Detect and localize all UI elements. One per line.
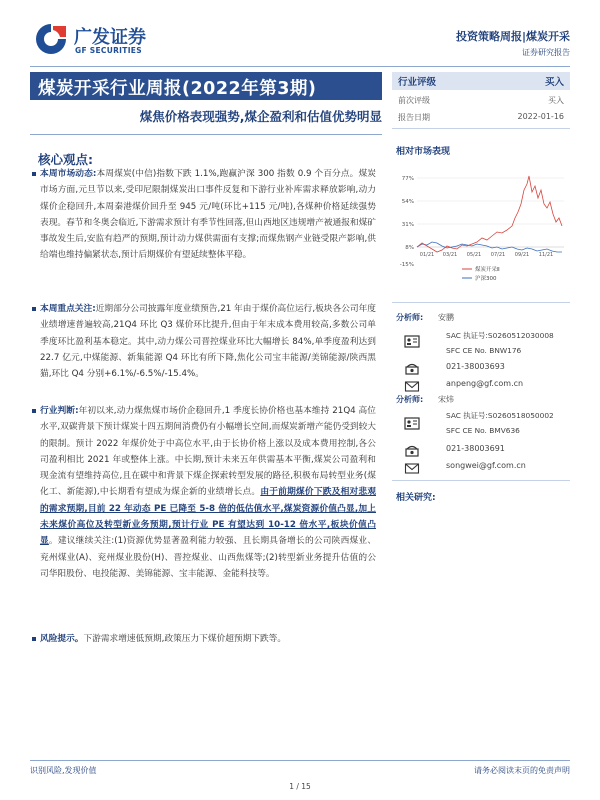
x-tick: 03/21: [442, 252, 458, 258]
bullet-text-tail: 。建议继续关注:(1)资源优势显著盈利能力较强、且长期具备增长的公司陕西煤业、兖州煤业(A)、兖州煤业股份(H)、晋控煤业、山西焦煤等;(2)转型新业务提升估值的公司华阳股份、电投能源、美锦能源、宝丰能源、金能科技等。: [40, 536, 377, 579]
bullet-market-dynamics: [40, 166, 376, 264]
logo-en-text: GF SECURITIES: [75, 46, 142, 55]
rating-label: 行业评级: [398, 77, 437, 88]
id-card-icon: [404, 333, 420, 346]
report-title: 煤炭开采行业周报(2022年第3期): [38, 79, 317, 99]
bullet-text: 年初以来,动力煤焦煤市场价企稳回升,1 季度长协价格也基本维持 21Q4 高位水平,双碳背景下预计煤炭十四五期间消费仍有小幅增长空间,而煤炭新增产能仍受到较大的限制。预计 2022 年煤价处于中高位水平,由于长协价格上涨以及成本费用控制,各公司盈利相比 2021 年或整体上涨。中长期,预计未来五年供需基本平衡,煤炭公司盈利和现金流有望维持高位,且在碳中和背景下煤企探索转型发展的路径,积极布局转型业务(煤化工、新能源),中长期看有望成为煤企新的业绩增长点。: [40, 406, 376, 498]
bullet-text: 下游需求增速低预期,政策压力下煤价超预期下跌等。: [83, 634, 287, 644]
report-class: 证券研究报告: [522, 48, 570, 57]
prev-rating-value: 买入: [548, 96, 564, 105]
y-tick: 54%: [401, 199, 414, 205]
header-divider: [30, 66, 570, 67]
page-number: 1 / 15: [289, 782, 311, 791]
bullet-square-icon: [32, 172, 36, 176]
bullet-industry-judgement: [40, 403, 376, 582]
series-line-coal: [417, 176, 562, 252]
bullet-square-icon: [32, 307, 36, 311]
footer-slogan: 识别风险,发现价值: [30, 766, 97, 775]
x-tick: 01/21: [419, 252, 435, 258]
analyst-label: 分析师:: [396, 313, 424, 322]
y-tick: 77%: [401, 176, 414, 182]
bullet-text: 本周煤炭(中信)指数下跌 1.1%,跑赢沪深 300 指数 0.9 个百分点。煤炭市场方面,元旦节以来,受印尼限制煤炭出口事件反复和下游行业补库需求释放影响,动力煤价企稳回升,本周秦港煤价回升至 945 元/吨(环比+115 元/吨),各煤种价格延续强势表现。春节和冬奥会临近,下游需求预计有季节性回落,但山西地区违规增产被通报和煤矿事故发生后,安监有趋严的预期,预计动力煤供需面有支撑;而煤焦钢产业链受限产影响,供给端也维持偏紧状态,预计后期煤价有望延续整体平稳。: [40, 169, 376, 261]
bullet-key: 本周市场动态:: [40, 169, 97, 179]
analyst-email[interactable]: songwei@gf.com.cn: [446, 461, 526, 470]
chart-divider: [392, 302, 570, 303]
bullet-key: 本周重点关注:: [40, 304, 96, 314]
x-tick: 05/21: [466, 252, 482, 258]
analyst-sfc: SFC CE No. BNW176: [446, 346, 522, 355]
market-chart-svg: [392, 160, 570, 300]
rating-bar: [392, 72, 570, 90]
email-icon: [404, 460, 420, 473]
analyst-sac: SAC 执证号:S0260518050002: [446, 411, 554, 420]
x-tick: 07/21: [490, 252, 506, 258]
id-card-icon: [404, 415, 420, 428]
legend-label-hs300: 沪深300: [475, 276, 497, 282]
analyst-phone: 021-38003691: [446, 444, 505, 453]
analyst-label: 分析师:: [396, 395, 424, 404]
analyst-sac: SAC 执证号:S0260512030008: [446, 331, 554, 340]
rating-divider: [392, 128, 570, 129]
market-chart-title: 相对市场表现: [396, 147, 451, 157]
logo-cn-text: 广发证券: [74, 27, 146, 48]
bullet-key: 行业判断:: [40, 406, 79, 416]
prev-rating-label: 前次评级: [398, 96, 430, 105]
bullet-text: 近期部分公司披露年度业绩预告,21 年由于煤价高位运行,板块各公司年度业绩增速普遍较高,21Q4 环比 Q3 煤价环比提升,但由于年末成本费用较高,多数公司单季度环比盈利基本稳定。其中,动力煤公司晋控煤业环比大幅增长 84%,单季度盈利达到 22.7 亿元,中煤能源、新集能源 Q4 环比有所下降,焦化公司宝丰能源/美锦能源/陕西黑猫,环比 Q4 分别+6.1%/-6.5%/-15.4%。: [40, 304, 376, 380]
bullet-risk: [40, 631, 376, 647]
company-logo: [34, 22, 164, 58]
analyst-phone: 021-38003693: [446, 362, 505, 371]
rating-value: 买入: [544, 77, 564, 88]
report-date-label: 报告日期: [398, 113, 430, 122]
analyst-sfc: SFC CE No. BMV636: [446, 426, 520, 435]
report-type: 投资策略周报|煤炭开采: [455, 30, 570, 43]
bullet-square-icon: [32, 409, 36, 413]
report-subtitle: 煤焦价格表现强势,煤企盈利和估值优势明显: [139, 109, 382, 124]
bullet-square-icon: [32, 637, 36, 641]
y-tick: 31%: [401, 222, 414, 228]
bullet-key: 风险提示。: [40, 634, 84, 644]
title-band: [30, 72, 382, 100]
analyst-name: 安鹏: [438, 313, 454, 322]
analyst-name: 宋炜: [438, 395, 454, 404]
x-tick: 09/21: [514, 252, 530, 258]
analyst-divider: [392, 480, 570, 481]
analyst-email[interactable]: anpeng@gf.com.cn: [446, 379, 524, 388]
title-divider: [30, 134, 382, 135]
footer-divider: [30, 760, 570, 761]
x-tick: 11/21: [538, 252, 554, 258]
core-view-heading: 核心观点:: [38, 152, 93, 167]
market-chart: [392, 160, 570, 300]
highlight-text: 由于前期煤价下跌及相对悲观的需求预期,目前 22 年动态 PE 已降至 5-8 倍的低估值水平,煤炭资源价值凸显,加上未来煤价高位及转型新业务预期,预计行业 PE 有望达到 10-12 倍水平,板块价值凸显: [40, 487, 377, 547]
footer-disclaimer: 请务必阅读末页的免责声明: [474, 766, 570, 775]
y-tick: 8%: [405, 245, 414, 251]
report-date-value: 2022-01-16: [517, 112, 564, 121]
bullet-focus: [40, 301, 376, 382]
gf-logo-icon: [34, 22, 68, 56]
phone-icon: [404, 442, 420, 455]
phone-icon: [404, 360, 420, 373]
y-tick: -15%: [399, 262, 414, 268]
email-icon: [404, 378, 420, 391]
legend-label-coal: 煤炭开采Ⅱ: [475, 267, 500, 273]
related-research-heading: 相关研究:: [396, 493, 436, 503]
